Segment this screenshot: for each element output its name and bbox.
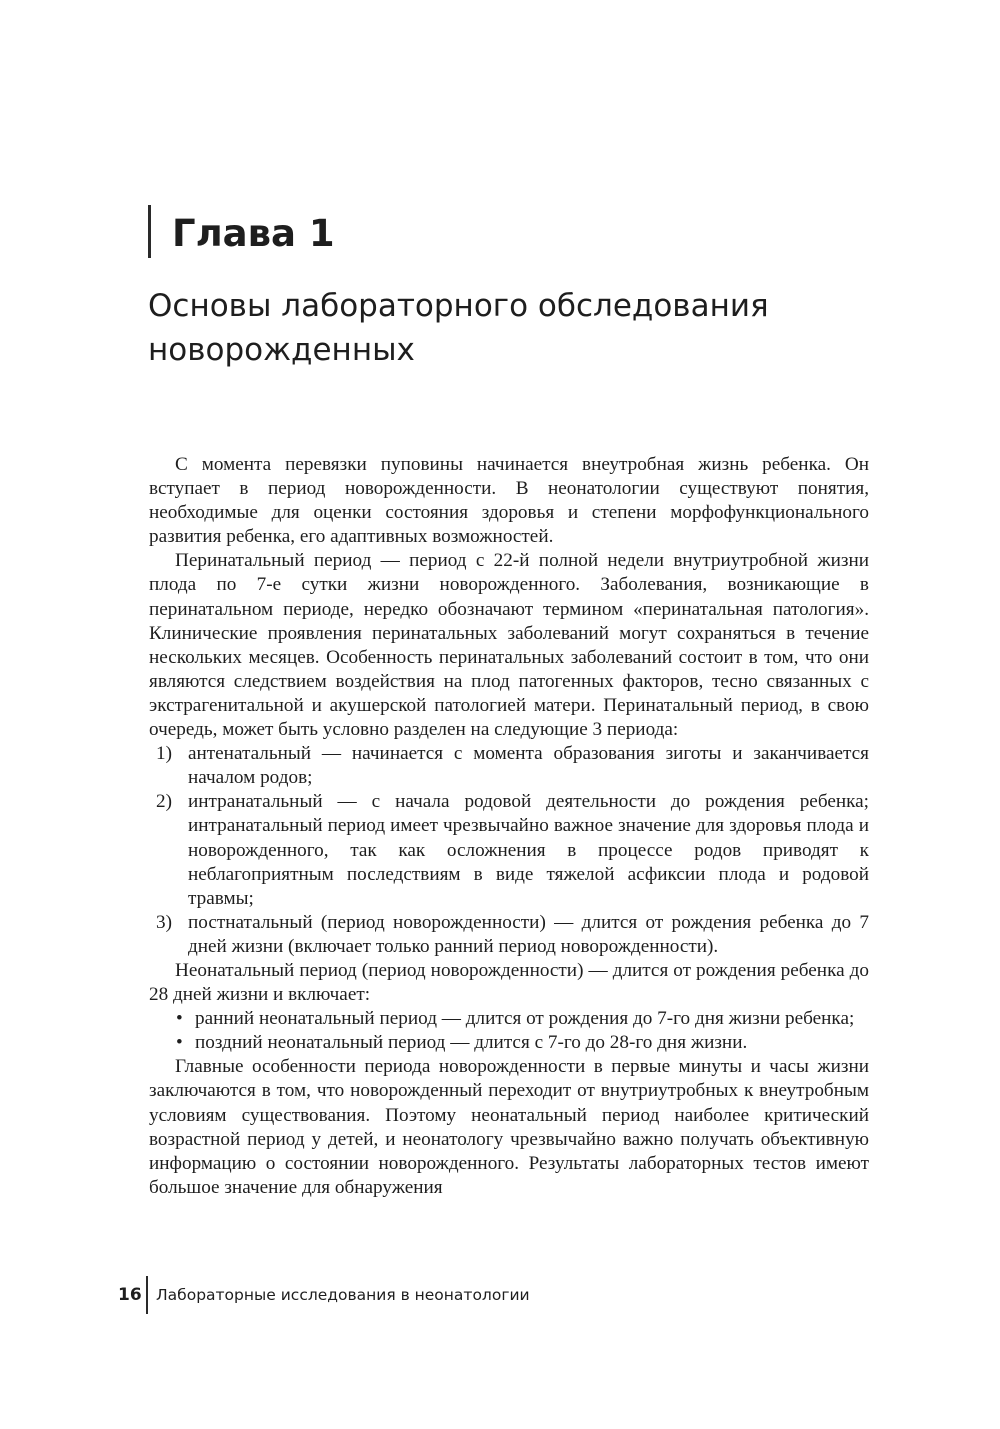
page-number: 16 bbox=[118, 1285, 142, 1305]
list-marker: 3) bbox=[156, 911, 172, 933]
list-item bbox=[149, 742, 869, 790]
chapter-label: Глава 1 bbox=[172, 212, 335, 255]
chapter-title: Основы лабораторного обследования новорожденных bbox=[148, 288, 769, 368]
chapter-accent-bar bbox=[148, 205, 151, 258]
list-item-text: постнатальный (период новорожденности) — длится от рождения ребенка до 7 дней жизни (включает только ранний период новорожденности). bbox=[188, 911, 869, 957]
running-head: Лабораторные исследования в неонатологии bbox=[156, 1286, 530, 1304]
list-item-text: антенатальный — начинается с момента образования зиготы и заканчивается началом родов; bbox=[188, 743, 869, 789]
list-item-text: ранний неонатальный период — длится от рождения до 7-го дня жизни ребенка; bbox=[195, 1008, 855, 1030]
list-item bbox=[149, 1007, 869, 1031]
paragraph-features: Главные особенности периода новорожденности в первые минуты и часы жизни заключаются в том, что новорожденный переходит от внутриутробных к внеутробным условиям существования. Поэтому неонатальный период наиболее критический возрастной период у детей, и неонатологу чрезвычайно важно получать объективную информацию о состоянии новорожденного. Результаты лабораторных тестов имеют большое значение для обнаружения bbox=[149, 1056, 869, 1198]
list-marker: 1) bbox=[156, 743, 172, 765]
list-item bbox=[149, 1031, 869, 1055]
body-text bbox=[149, 453, 869, 1200]
neonatal-periods-list bbox=[149, 1007, 869, 1055]
list-item bbox=[149, 911, 869, 959]
perinatal-periods-list bbox=[149, 742, 869, 959]
paragraph-perinatal: Перинатальный период — период с 22-й полной недели внутриутробной жизни плода по 7-е сутки жизни новорожденного. Заболевания, возникающие в перинатальном периоде, нередко обозначают термином «перинатальная патология». Клинические проявления перинатальных заболеваний могут сохраняться в течение нескольких месяцев. Особенность перинатальных заболеваний состоит в том, что они являются следствием воздействия на плод патогенных факторов, тесно связанных с экстрагенитальной и акушерской патологией матери. Перинатальный период, в свою очередь, может быть условно разделен на следующие 3 периода: bbox=[149, 550, 869, 741]
paragraph-intro: С момента перевязки пуповины начинается внеутробная жизнь ребенка. Он вступает в период новорожденности. В неонатологии существуют понятия, необходимые для оценки состояния здоровья и степени морфофункционального развития ребенка, его адаптивных возможностей. bbox=[149, 454, 869, 548]
list-marker: 2) bbox=[156, 791, 172, 813]
list-item bbox=[149, 790, 869, 910]
footer-divider bbox=[146, 1276, 148, 1314]
list-item-text: поздний неонатальный период — длится с 7-го до 28-го дня жизни. bbox=[195, 1032, 748, 1054]
list-item-text: интранатальный — с начала родовой деятельности до рождения ребенка; интранатальный период имеет чрезвычайно важное значение для здоровья плода и новорожденного, так как осложнения в процессе родов приводят к неблагоприятным последствиям в виде тяжелой асфиксии плода и родовой травмы; bbox=[188, 791, 869, 909]
bullet-marker: • bbox=[176, 1032, 183, 1054]
bullet-marker: • bbox=[176, 1008, 183, 1030]
paragraph-neonatal: Неонатальный период (период новорожденности) — длится от рождения ребенка до 28 дней жизни и включает: bbox=[149, 959, 869, 1006]
